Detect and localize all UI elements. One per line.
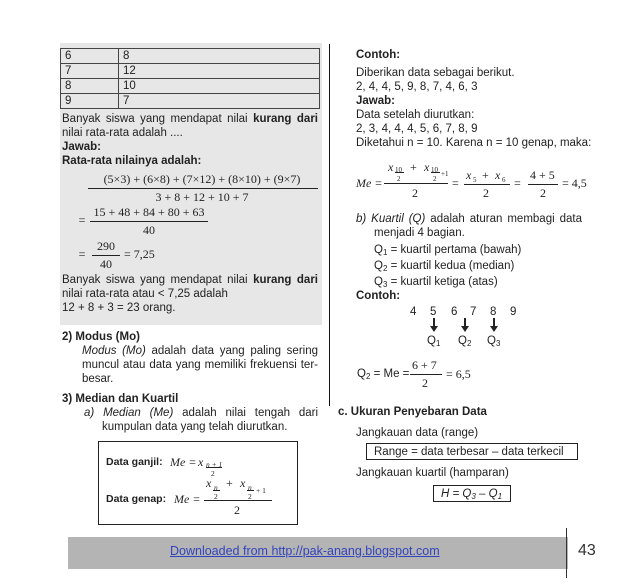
me-x6: x <box>495 168 501 182</box>
mean-result: = 7,25 <box>124 247 155 261</box>
even-median-sub2: n <box>248 483 252 492</box>
quartile-line-1: b) Kuartil (Q) adalah aturan membagi data <box>356 213 582 225</box>
odd-median-x: x <box>198 455 204 469</box>
seq-number: 6 <box>451 306 458 318</box>
quartile-label-q1: $Q_1$ <box>427 335 441 348</box>
me-x5: x <box>466 168 472 182</box>
even-median-x1: x <box>206 476 212 490</box>
interquartile-formula: $H = Q_3 - Q_1$ <box>441 488 503 501</box>
even-median-x2: x <box>240 476 246 490</box>
example-line-4: 2, 3, 4, 4, 4, 5, 6, 7, 8, 9 <box>356 123 478 135</box>
equals-sign: = <box>78 247 86 261</box>
modus-line-2: muncul atau data yang memiliki frekuensi ter- <box>82 359 318 371</box>
me-sub-plus-one: +1 <box>441 170 449 178</box>
even-median-sub1: n <box>214 483 218 492</box>
jawab-label: Jawab: <box>356 95 395 107</box>
answer-line-2: nilai rata-rata atau < 7,25 adalah <box>62 288 228 300</box>
seq-number: 4 <box>410 306 417 318</box>
question-line-1: Banyak siswa yang mendapat nilai kurang dari <box>62 113 318 125</box>
range-label: Jangkauan data (range) <box>356 427 479 439</box>
sum-denominator: 40 <box>100 257 112 271</box>
mean-numerator: (5×3) + (6×8) + (7×12) + (8×10) + (9×7) <box>103 172 301 186</box>
table-cell: 6 <box>61 49 119 64</box>
modus-line-1: Modus (Mo) adalah data yang paling sering <box>82 345 319 357</box>
q2-den: 2 <box>422 376 428 390</box>
footer-divider <box>566 528 567 578</box>
fraction-bar <box>90 221 208 222</box>
fraction-bar <box>384 183 448 184</box>
mean-denominator: 3 + 8 + 12 + 10 + 7 <box>155 190 249 204</box>
table-cell: 10 <box>119 79 320 94</box>
me-result: = 4,5 <box>562 176 587 190</box>
even-median-sub1-den: 2 <box>214 492 218 501</box>
median-line-1: a) Median (Me) adalah nilai tengah dari <box>84 407 319 419</box>
equals-sign: = <box>452 176 459 190</box>
me-den: 2 <box>412 186 418 200</box>
table-cell: 7 <box>119 94 320 109</box>
me-num: 4 + 5 <box>530 168 555 182</box>
example-line-1: Diberikan data sebagai berikut. <box>356 67 515 79</box>
me-plus: + <box>410 160 417 174</box>
quartile-q1-definition: $Q_1$ = kuartil pertama (bawah) <box>374 244 522 257</box>
answer-line-1: Banyak siswa yang mendapat nilai kurang dari <box>62 274 318 286</box>
even-median-plus-one: + 1 <box>256 486 266 495</box>
table-cell: 9 <box>61 94 119 109</box>
me-sub: 10 <box>395 166 402 174</box>
products-denominator: 40 <box>143 223 155 237</box>
jawab-label: Jawab: <box>62 141 101 153</box>
table-cell: 8 <box>61 79 119 94</box>
even-median-den: 2 <box>234 503 240 517</box>
me-sub-den: 2 <box>397 175 401 183</box>
fraction-bar <box>464 184 510 185</box>
me-sub5: 5 <box>473 176 477 184</box>
fraction-bar <box>92 255 120 256</box>
table-row <box>61 49 320 64</box>
quartile-line-2: menjadi 4 bagian. <box>374 227 465 239</box>
example-heading: Contoh: <box>356 49 401 61</box>
even-data-label: Data genap: <box>106 493 167 505</box>
quartile-q3-definition: $Q_3$ = kuartil ketiga (atas) <box>374 276 498 289</box>
me-plus: + <box>482 168 489 182</box>
fraction-bar <box>528 184 558 185</box>
me-sub6: 6 <box>502 176 506 184</box>
fraction-bar <box>204 500 272 501</box>
even-median-sub2-den: 2 <box>248 492 252 501</box>
table-cell: 7 <box>61 64 119 79</box>
me-sub-den: 2 <box>433 175 437 183</box>
equals-sign: = <box>514 176 521 190</box>
fraction-bar <box>88 188 318 189</box>
fraction-bar <box>410 374 442 375</box>
median-formula-box <box>98 441 298 525</box>
answer-line-3: 12 + 8 + 3 = 23 orang. <box>62 302 176 314</box>
interquartile-label: Jangkauan kuartil (hamparan) <box>356 467 509 479</box>
equals-sign: = <box>78 213 86 227</box>
page-number: 43 <box>578 542 596 559</box>
me-sub: 10 <box>431 166 438 174</box>
me-den: 2 <box>540 186 546 200</box>
sum-numerator: 290 <box>97 239 115 253</box>
seq-number: 8 <box>490 306 497 318</box>
section-c-heading: c. Ukuran Penyebaran Data <box>338 406 487 418</box>
table-cell: 8 <box>119 49 320 64</box>
even-median-me: Me = <box>174 492 201 506</box>
mean-title: Rata-rata nilainya adalah: <box>62 155 202 167</box>
question-line-2: nilai rata-rata adalah .... <box>62 127 183 139</box>
modus-line-3: besar. <box>82 373 114 385</box>
me-den: 2 <box>483 186 489 200</box>
even-median-plus: + <box>226 476 233 490</box>
quartile-q2-definition: $Q_2$ = kuartil kedua (median) <box>374 260 515 273</box>
quartile-label-q2: $Q_2$ <box>458 335 472 348</box>
me-x: x <box>424 160 430 174</box>
q2-result: = 6,5 <box>446 367 471 381</box>
example-line-2: 2, 4, 4, 5, 9, 8, 7, 4, 6, 3 <box>356 81 478 93</box>
odd-median-subscript-den: 2 <box>211 469 215 478</box>
example-heading-2: Contoh: <box>356 290 401 302</box>
median-heading: 3) Median dan Kuartil <box>62 393 179 405</box>
q2-num: 6 + 7 <box>412 358 437 372</box>
range-formula: Range = data terbesar – data terkecil <box>374 446 564 458</box>
me-x: x <box>388 160 394 174</box>
frequency-table <box>60 48 320 109</box>
seq-number: 9 <box>510 306 517 318</box>
example-line-5: Diketahui n = 10. Karena n = 10 genap, maka: <box>356 137 592 149</box>
table-row <box>61 64 320 79</box>
products-numerator: 15 + 48 + 84 + 80 + 63 <box>93 205 205 219</box>
median-line-2: kumpulan data yang telah diurutkan. <box>102 421 288 433</box>
table-cell: 12 <box>119 64 320 79</box>
column-divider <box>329 44 330 406</box>
odd-median-me: Me = <box>170 455 197 469</box>
odd-median-subscript-num: n + 1 <box>206 460 223 469</box>
seq-number: 7 <box>470 306 477 318</box>
modus-heading: 2) Modus (Mo) <box>62 331 140 343</box>
seq-number: 5 <box>430 306 437 318</box>
example-line-3: Data setelah diurutkan: <box>356 109 475 121</box>
download-link[interactable]: Downloaded from http://pak-anang.blogspot.com <box>170 544 440 558</box>
table-row <box>61 79 320 94</box>
me-label: Me = <box>356 176 383 190</box>
q2-median-label: $Q_2 = Me$ = <box>357 368 410 381</box>
quartile-label-q3: $Q_3$ <box>487 335 501 348</box>
odd-data-label: Data ganjil: <box>106 456 163 468</box>
table-row <box>61 94 320 109</box>
